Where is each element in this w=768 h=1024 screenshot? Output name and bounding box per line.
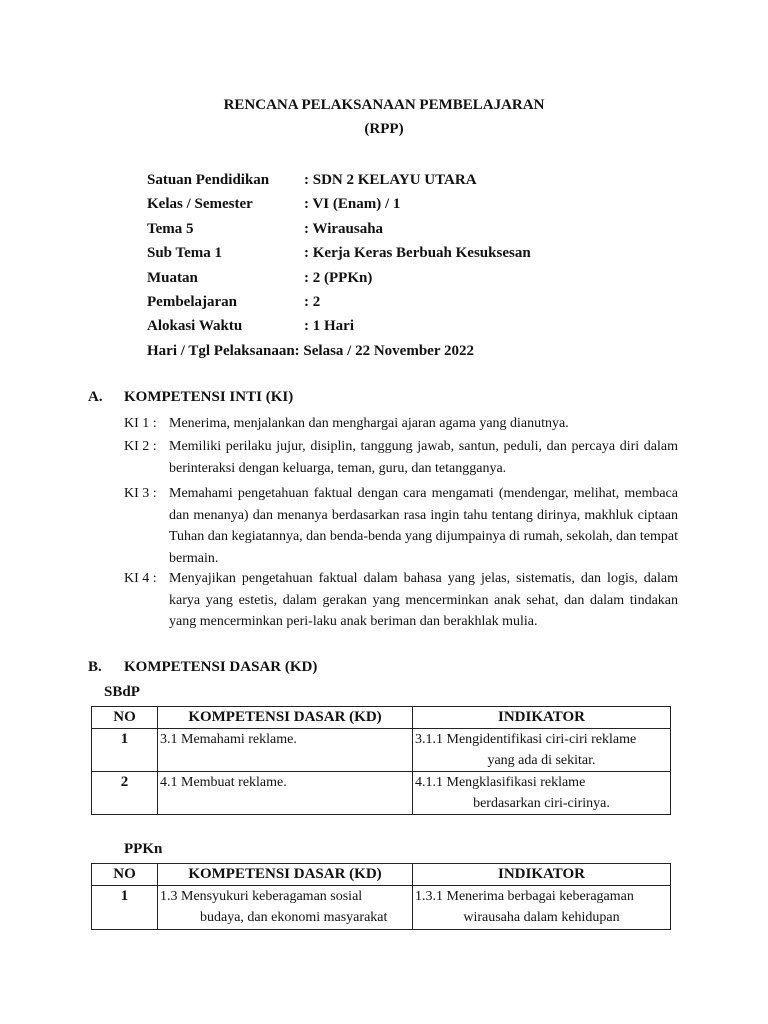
column-header-no: NO: [92, 864, 158, 886]
ki-label: KI 3 :: [124, 486, 157, 501]
indicator-cell: [413, 886, 671, 930]
indicator-text-continued: wirausaha dalam kehidupan: [463, 910, 620, 925]
ppkn-subtitle: PPKn: [124, 841, 163, 857]
kd-text: 1.3 Mensyukuri keberagaman sosial: [160, 889, 363, 904]
identity-label: Pembelajaran: [147, 293, 237, 310]
kd-cell: [158, 886, 413, 930]
kd-text: 4.1 Membuat reklame.: [160, 775, 287, 790]
identity-value: : 2: [304, 293, 321, 310]
identity-value: : 2 (PPKn): [304, 269, 373, 286]
table-row: [92, 772, 671, 815]
ki-item: [124, 436, 678, 479]
section-letter: B.: [88, 659, 102, 675]
row-number: 1: [92, 729, 158, 772]
ki-item: [124, 568, 678, 633]
ki-label: KI 4 :: [124, 571, 157, 586]
identity-row: [147, 170, 531, 194]
indicator-text: 4.1.1 Mengklasifikasi reklame: [415, 775, 586, 790]
kd-cell: [158, 729, 413, 772]
identity-label: Tema 5: [147, 220, 194, 237]
ki-item: [124, 413, 678, 435]
ki-label: KI 1 :: [124, 416, 157, 431]
identity-label: Satuan Pendidikan: [147, 172, 270, 188]
identity-label: Sub Tema 1: [147, 245, 223, 262]
indicator-text: 1.3.1 Menerima berbagai keberagaman: [415, 889, 634, 904]
indicator-text-continued: yang ada di sekitar.: [487, 753, 596, 768]
table-header-row: [92, 864, 671, 886]
kd-text: 3.1 Memahami reklame.: [160, 732, 297, 747]
section-letter: A.: [88, 389, 103, 405]
column-header-kd: KOMPETENSI DASAR (KD): [158, 864, 413, 886]
identity-value: : SDN 2 KELAYU UTARA: [304, 172, 477, 188]
column-header-indicator: INDIKATOR: [413, 707, 671, 729]
identity-row: [147, 292, 531, 316]
kd-cell: [158, 772, 413, 815]
identity-row: [147, 219, 531, 243]
section-title: KOMPETENSI DASAR (KD): [124, 659, 318, 675]
identity-label: Hari / Tgl Pelaksanaan:: [147, 342, 300, 359]
identity-value: Selasa / 22 November 2022: [299, 342, 474, 359]
identity-label: Alokasi Waktu: [147, 318, 243, 335]
identity-label: Muatan: [147, 269, 198, 286]
identity-row: [147, 194, 531, 218]
ki-text: Menerima, menjalankan dan menghargai ajaran agama yang dianutnya.: [169, 416, 569, 431]
ki-text: Memahami pengetahuan faktual dengan cara mengamati (mendengar, melihat, membaca dan menanya) dan menanya berdasarkan rasa ingin tahu tentang dirinya, makhluk ciptaan Tuhan dan kegiatannya, dan benda-benda yang dijumpainya di rumah, sekolah, dan tempat bermain.: [169, 486, 678, 566]
indicator-text-continued: berdasarkan ciri-cirinya.: [473, 796, 610, 811]
identity-row: [147, 341, 531, 365]
identity-row: [147, 316, 531, 340]
table-row: [92, 729, 671, 772]
indicator-cell: [413, 772, 671, 815]
sbdp-table: [91, 706, 671, 815]
identity-value: : Wirausaha: [304, 220, 384, 237]
ppkn-table: [91, 863, 671, 930]
identity-value: : VI (Enam) / 1: [304, 196, 401, 213]
ki-text: Menyajikan pengetahuan faktual dalam bahasa yang jelas, sistematis, dan logis, dalam karya yang estetis, dalam gerakan yang mencerminkan anak sehat, dan dalam tindakan yang mencerminkan peri-laku anak beriman dan berakhlak mulia.: [169, 571, 678, 629]
indicator-cell: [413, 729, 671, 772]
identity-row: [147, 268, 531, 292]
indicator-text: 3.1.1 Mengidentifikasi ciri-ciri reklame: [415, 732, 637, 747]
column-header-kd: KOMPETENSI DASAR (KD): [158, 707, 413, 729]
identity-label: Kelas / Semester: [147, 196, 253, 213]
column-header-indicator: INDIKATOR: [413, 864, 671, 886]
ki-label: KI 2 :: [124, 439, 157, 454]
kd-text-continued: budaya, dan ekonomi masyarakat: [200, 910, 388, 925]
ki-item: [124, 483, 678, 569]
identity-row: [147, 243, 531, 267]
identity-block: [147, 170, 531, 365]
row-number: 1: [92, 886, 158, 930]
table-row: [92, 886, 671, 930]
document-subtitle: (RPP): [364, 121, 404, 137]
row-number: 2: [92, 772, 158, 815]
identity-value: : Kerja Keras Berbuah Kesuksesan: [304, 245, 531, 262]
table-header-row: [92, 707, 671, 729]
ki-text: Memiliki perilaku jujur, disiplin, tanggung jawab, santun, peduli, dan percaya diri dalam berinteraksi dengan keluarga, teman, guru, dan tetangganya.: [169, 439, 678, 476]
section-title: KOMPETENSI INTI (KI): [124, 389, 294, 405]
document-title: RENCANA PELAKSANAAN PEMBELAJARAN: [223, 97, 545, 113]
identity-value: : 1 Hari: [304, 318, 354, 335]
column-header-no: NO: [92, 707, 158, 729]
sbdp-subtitle: SBdP: [104, 684, 140, 700]
